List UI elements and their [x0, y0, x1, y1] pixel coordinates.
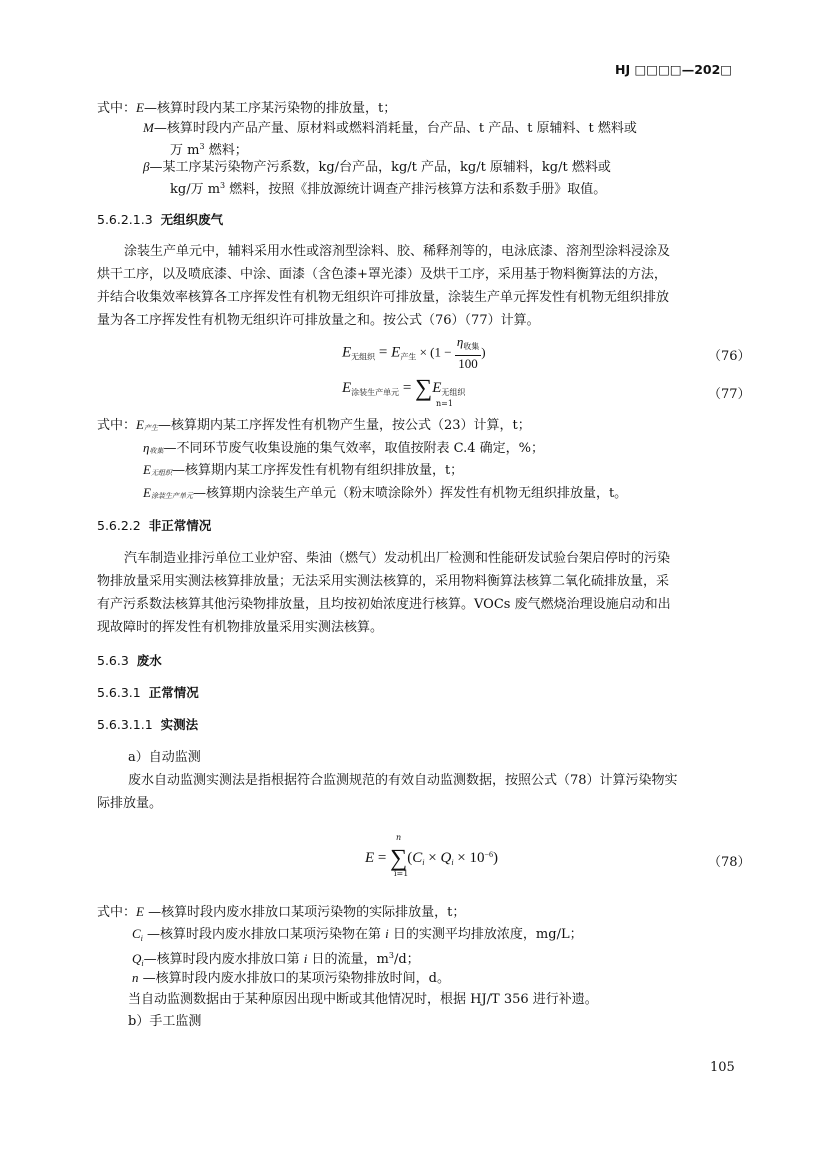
eq77-e2: E: [432, 380, 442, 396]
desc-m-2b: 燃料；: [204, 143, 248, 158]
where2-line-3: [143, 461, 463, 482]
eq76-times: × (1 −: [416, 344, 455, 360]
where3-sym-2: C: [132, 926, 141, 941]
where2-line-2: [143, 439, 544, 460]
eq76-e2: E: [391, 344, 401, 361]
where3-desc-2a: —核算时段内废水排放口某项污染物在第: [142, 927, 386, 942]
where2-sub-1: 产生: [143, 424, 158, 432]
eq76-den: 100: [458, 356, 478, 371]
desc-beta-2sup: 3: [220, 181, 226, 190]
header-code: HJ □□□□—202□: [615, 62, 733, 77]
para3-line-1: 废水自动监测实测法是指根据符合监测规范的有效自动监测数据，按照公式（78）计算污染物实: [128, 773, 678, 788]
equation-number-78: （78）: [708, 855, 751, 870]
section-title: 废水: [136, 653, 162, 668]
desc-beta-1: —某工序某污染物产污系数，kg/台产品，kg/t 产品，kg/t 原辅料，kg/t 燃料或: [149, 160, 611, 175]
section-title: 正常情况: [148, 685, 199, 700]
para1-line-1: 涂装生产单元中，辅料采用水性或溶剂型涂料、胶、稀释剂等的，电泳底漆、溶剂型涂料浸涂及: [124, 244, 671, 259]
where2-desc-4: —核算期内涂装生产单元（粉末喷涂除外）挥发性有机物无组织排放量，t。: [192, 486, 628, 501]
section-title: 实测法: [160, 717, 199, 732]
where3-i-3: i: [303, 951, 308, 966]
eq78-e: E: [365, 850, 375, 866]
where3-line-1: [97, 903, 465, 922]
eq78-times-1: ×: [424, 850, 441, 866]
eq76-e: E: [342, 344, 352, 361]
where2-sym-3: E: [143, 462, 151, 477]
list-item-a: a）自动监测: [128, 750, 201, 765]
eq76-fraction: [455, 334, 481, 372]
where2-desc-1: —核算期内某工序挥发性有机物产生量，按公式（23）计算，t；: [157, 418, 531, 433]
where2-desc-2: —不同环节废气收集设施的集气效率，取值按附表 C.4 确定，%；: [163, 441, 544, 456]
where2-sub-2: 收集: [149, 447, 164, 455]
where2-line-4: [143, 484, 627, 505]
where3-desc-3c: /d；: [393, 952, 420, 967]
eq76-equals: =: [375, 344, 392, 361]
where3-sym-3: Q: [132, 951, 142, 966]
page-number: 105: [710, 1060, 735, 1075]
desc-e: —核算时段内某工序某污染物的排放量，t；: [143, 101, 397, 116]
section-number: 5.6.2.2: [97, 518, 141, 533]
eq78-lower-limit: i=1: [394, 869, 409, 878]
section-heading-5-6-2-1-3: [97, 211, 223, 229]
desc-beta-2a: kg/万 m: [170, 182, 221, 197]
where3-label: 式中：: [97, 905, 137, 920]
symbol-m: M: [143, 120, 154, 135]
section-heading-5-6-3: [97, 652, 162, 670]
eq77-e: E: [342, 380, 352, 396]
eq78-q: Q: [440, 850, 452, 866]
section-heading-5-6-2-2: [97, 517, 211, 535]
where-line-e: [97, 99, 396, 118]
where-line-m2: [170, 138, 248, 160]
where3-desc-2b: 日的实测平均排放浓度，mg/L；: [388, 927, 583, 942]
eq78-c-sub: i: [422, 858, 425, 867]
where2-sym-2: η: [143, 440, 150, 455]
symbol-e: E: [136, 100, 144, 115]
eq78-times-2: × 10: [453, 850, 485, 866]
eq76-sub-right: 产生: [400, 352, 417, 362]
section-number: 5.6.3: [97, 653, 129, 668]
eq77-lower-limit: n=1: [436, 399, 453, 408]
eq78-equals: =: [374, 850, 391, 866]
desc-m-1: —核算时段内产品产量、原材料或燃料消耗量，台产品、t 产品、t 原辅料、t 燃料或: [153, 121, 637, 136]
equation-78: [365, 841, 498, 877]
para2-line-1: 汽车制造业排污单位工业炉窑、柴油（燃气）发动机出厂检测和性能研发试验台架启停时的污染: [124, 551, 671, 566]
para1-line-2: 烘干工序，以及喷底漆、中涂、面漆（含色漆+罩光漆）及烘干工序，采用基于物料衡算法的方法，: [97, 267, 667, 282]
eq78-exponent: −6: [484, 850, 494, 859]
section-heading-5-6-3-1: [97, 684, 199, 702]
eq77-equals: =: [399, 380, 416, 396]
where-line-beta: [143, 158, 611, 177]
para2-line-2: 物排放量采用实测法核算排放量；无法采用实测法核算的，采用物料衡算法核算二氧化硫排放量，采: [97, 574, 670, 589]
where2-line-1: [97, 416, 531, 437]
list-item-b: b）手工监测: [128, 1014, 202, 1029]
equation-76: [342, 334, 486, 375]
where3-sym-1: E: [136, 904, 144, 919]
where3-line-4: [132, 969, 450, 988]
section-number: 5.6.2.1.3: [97, 212, 153, 227]
where2-sub-4: 涂装生产单元: [150, 492, 193, 500]
section-number: 5.6.3.1.1: [97, 717, 153, 732]
eq77-sub-right: 无组织: [441, 388, 466, 397]
where3-sub-2: i: [140, 934, 143, 943]
where3-line-2: [132, 925, 583, 948]
eq76-eta: η: [456, 334, 464, 349]
eq76-close: ): [481, 344, 486, 360]
where2-sym-4: E: [143, 485, 151, 500]
para1-line-4: 量为各工序挥发性有机物无组织许可排放量之和。按公式（76）（77）计算。: [97, 313, 540, 328]
eq76-sub-left: 无组织: [351, 352, 376, 362]
eq78-q-sub: i: [451, 858, 454, 867]
where3-desc-3b: 日的流量，m: [307, 952, 389, 967]
eq78-close: ): [493, 850, 499, 866]
where3-desc-4: —核算时段内废水排放口的某项污染物排放时间，d。: [138, 971, 450, 986]
desc-m-2a: 万 m: [170, 143, 200, 158]
section-title: 无组织废气: [160, 212, 224, 227]
eq76-eta-sub: 收集: [463, 342, 480, 351]
where3-sup-3: 3: [388, 951, 394, 960]
where-line-m: [143, 119, 637, 138]
para4: 当自动监测数据由于某种原因出现中断或其他情况时，根据 HJ/T 356 进行补遗。: [128, 992, 598, 1007]
eq78-c: C: [412, 850, 423, 866]
where2-sym-1: E: [136, 417, 144, 432]
section-number: 5.6.3.1: [97, 685, 141, 700]
where2-sub-3: 无组织: [150, 469, 172, 477]
desc-m-2sup: 3: [199, 142, 205, 151]
where3-desc-3a: —核算时段内废水排放口第: [143, 952, 304, 967]
para3-line-2: 际排放量。: [97, 796, 163, 811]
eq77-sigma: ∑: [415, 375, 433, 402]
where3-sym-4: n: [132, 970, 139, 985]
section-title: 非正常情况: [148, 518, 212, 533]
where3-sub-3: i: [141, 959, 144, 968]
where2-desc-3: —核算期内某工序挥发性有机物有组织排放量，t；: [171, 463, 464, 478]
eq78-upper-limit: n: [396, 833, 402, 842]
desc-beta-2b: 燃料，按照《排放源统计调查产排污核算方法和系数手册》取值。: [225, 182, 607, 197]
eq78-sigma: ∑: [390, 845, 408, 872]
section-heading-5-6-3-1-1: [97, 716, 198, 734]
equation-number-76: （76）: [708, 349, 751, 364]
para2-line-4: 现故障时的挥发性有机物排放量采用实测法核算。: [97, 620, 384, 635]
where3-i-2: i: [385, 926, 389, 941]
para2-line-3: 有产污系数法核算其他污染物排放量，且均按初始浓度进行核算。VOCs 废气燃烧治理设施启动和出: [97, 597, 671, 612]
equation-number-77: （77）: [708, 387, 751, 402]
where-line-beta2: [170, 177, 606, 199]
where-label: 式中：: [97, 101, 137, 116]
symbol-beta: β: [143, 159, 150, 174]
para1-line-3: 并结合收集效率核算各工序挥发性有机物无组织许可排放量，涂装生产单元挥发性有机物无组织排放: [97, 290, 670, 305]
eq78-open: (: [407, 850, 413, 866]
eq77-sub-left: 涂装生产单元: [351, 388, 400, 397]
where3-desc-1: —核算时段内废水排放口某项污染物的实际排放量，t；: [143, 905, 466, 920]
where2-label: 式中：: [97, 418, 137, 433]
